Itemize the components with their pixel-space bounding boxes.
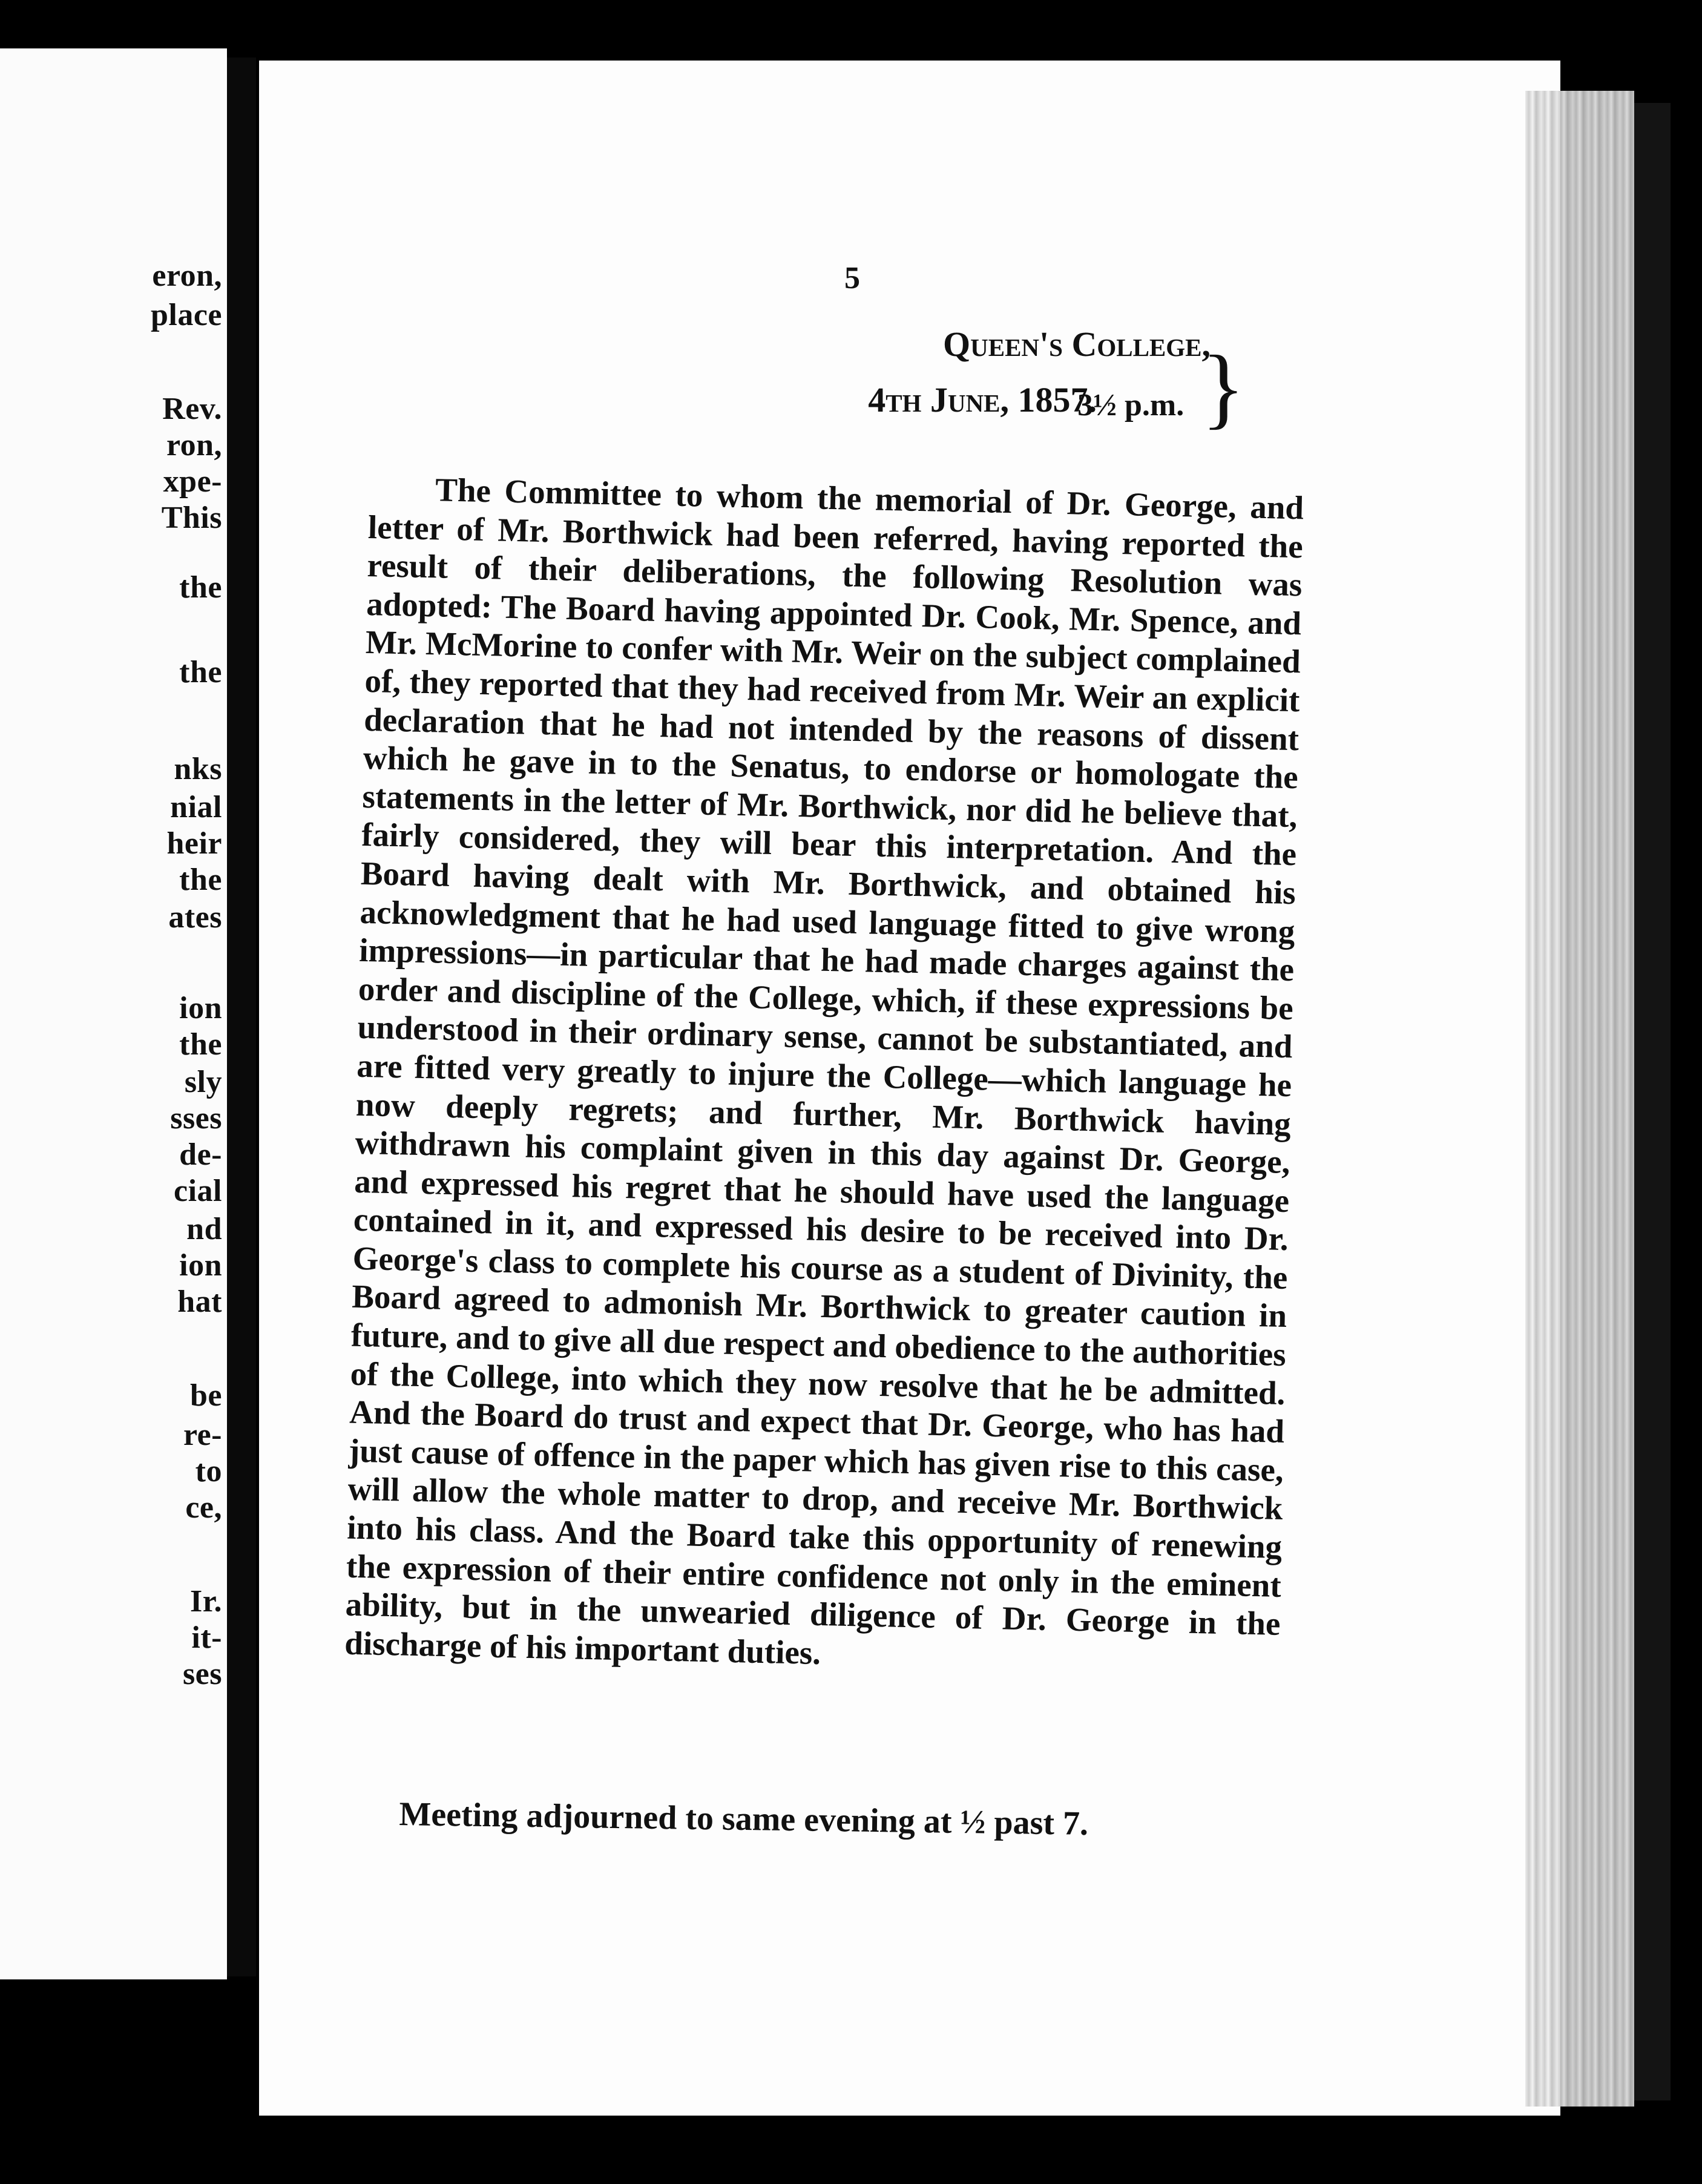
- left-page-fragment: Ir.: [189, 1584, 222, 1619]
- left-page-fragment: ce,: [185, 1490, 222, 1525]
- left-page-fragment: it-: [191, 1620, 222, 1655]
- book-gutter: [227, 58, 256, 1976]
- heading-college: Queen's College,: [943, 324, 1211, 364]
- left-page-fragment: nial: [170, 790, 222, 824]
- left-page-fragment: eron,: [152, 258, 222, 293]
- left-page-fragment: sses: [170, 1101, 222, 1136]
- left-page-fragment: heir: [166, 826, 222, 861]
- heading-date: 4th June, 1857.: [868, 380, 1097, 419]
- left-facing-page: [0, 48, 227, 1979]
- left-page-fragment: be: [190, 1378, 222, 1413]
- heading-time: 3½ p.m.: [1077, 388, 1184, 423]
- left-page-fragment: ion: [179, 1248, 222, 1283]
- left-page-fragment: xpe-: [163, 464, 222, 499]
- left-page-fragment: hat: [177, 1284, 222, 1319]
- left-page-fragment: the: [179, 570, 222, 605]
- left-page-fragment: nd: [186, 1212, 222, 1246]
- left-page-fragment: the: [179, 655, 222, 689]
- heading-brace: }: [1201, 337, 1245, 438]
- book-binding-edge: [1634, 103, 1671, 2100]
- left-page-fragment: ates: [168, 900, 222, 935]
- page-edges: [1525, 91, 1634, 2107]
- left-page-fragment: ses: [182, 1657, 222, 1691]
- left-page-fragment: the: [179, 863, 222, 897]
- left-page-fragment: the: [179, 1027, 222, 1062]
- page-number: 5: [844, 261, 860, 295]
- left-page-fragment: ron,: [166, 428, 222, 462]
- left-page-fragment: sly: [184, 1065, 222, 1099]
- left-page-fragment: to: [195, 1454, 222, 1488]
- left-page-fragment: ion: [179, 991, 222, 1025]
- left-page-fragment: place: [150, 298, 222, 332]
- left-page-fragment: Rev.: [162, 392, 222, 426]
- resolution-paragraph: The Committee to whom the memorial of Dr. George, and letter of Mr. Borthwick had been referred, having reported the result of their deliberations, the following Resolution was adopted: The Board having appointed Dr. Cook, Mr. Spence, and Mr. McMorine to confer with Mr. Weir on the subject complained of, they reported that they had received from Mr. Weir an explicit declaration that he had not intended by the reasons of dissent which he gave in to the Senatus, to endorse or homologate the statements in the letter of Mr. Borthwick, nor did he believe that, fairly considered, they will bear this interpretation. And the Board having dealt with Mr. Borthwick, and obtained his acknowledgment that he had used language fitted to give wrong impressions—in particular that he had made charges against the order and discipline of the College, which, if these expressions be understood in their ordinary sense, cannot be substantiated, and are fitted very greatly to injure the College—which language he now deeply regrets; and further, Mr. Borthwick having withdrawn his complaint given in this day against Dr. George, and expressed his regret that he should have used the language contained in it, and expressed his desire to be received into Dr. George's class to complete his course as a student of Divinity, the Board agreed to admonish Mr. Borthwick to greater caution in future, and to give all due respect and obedience to the authorities of the College, into which they now resolve that he be admitted. And the Board do trust and expect that Dr. George, who has had just cause of offence in the paper which has given rise to this case, will allow the whole matter to drop, and receive Mr. Borthwick into his class. And the Board take this opportunity of renewing the expression of their entire confidence not only in the eminent ability, but in the unwearied diligence of Dr. George in the discharge of his important duties.: [344, 471, 1304, 1671]
- left-page-fragment: de-: [179, 1137, 222, 1172]
- left-page-text-fragments: [0, 48, 227, 1979]
- left-page-fragment: This: [161, 501, 222, 535]
- left-page-fragment: nks: [174, 752, 222, 786]
- left-page-fragment: re-: [183, 1418, 222, 1452]
- adjournment-note: Meeting adjourned to same evening at ½ past 7.: [399, 1795, 1089, 1843]
- left-page-fragment: cial: [174, 1174, 222, 1208]
